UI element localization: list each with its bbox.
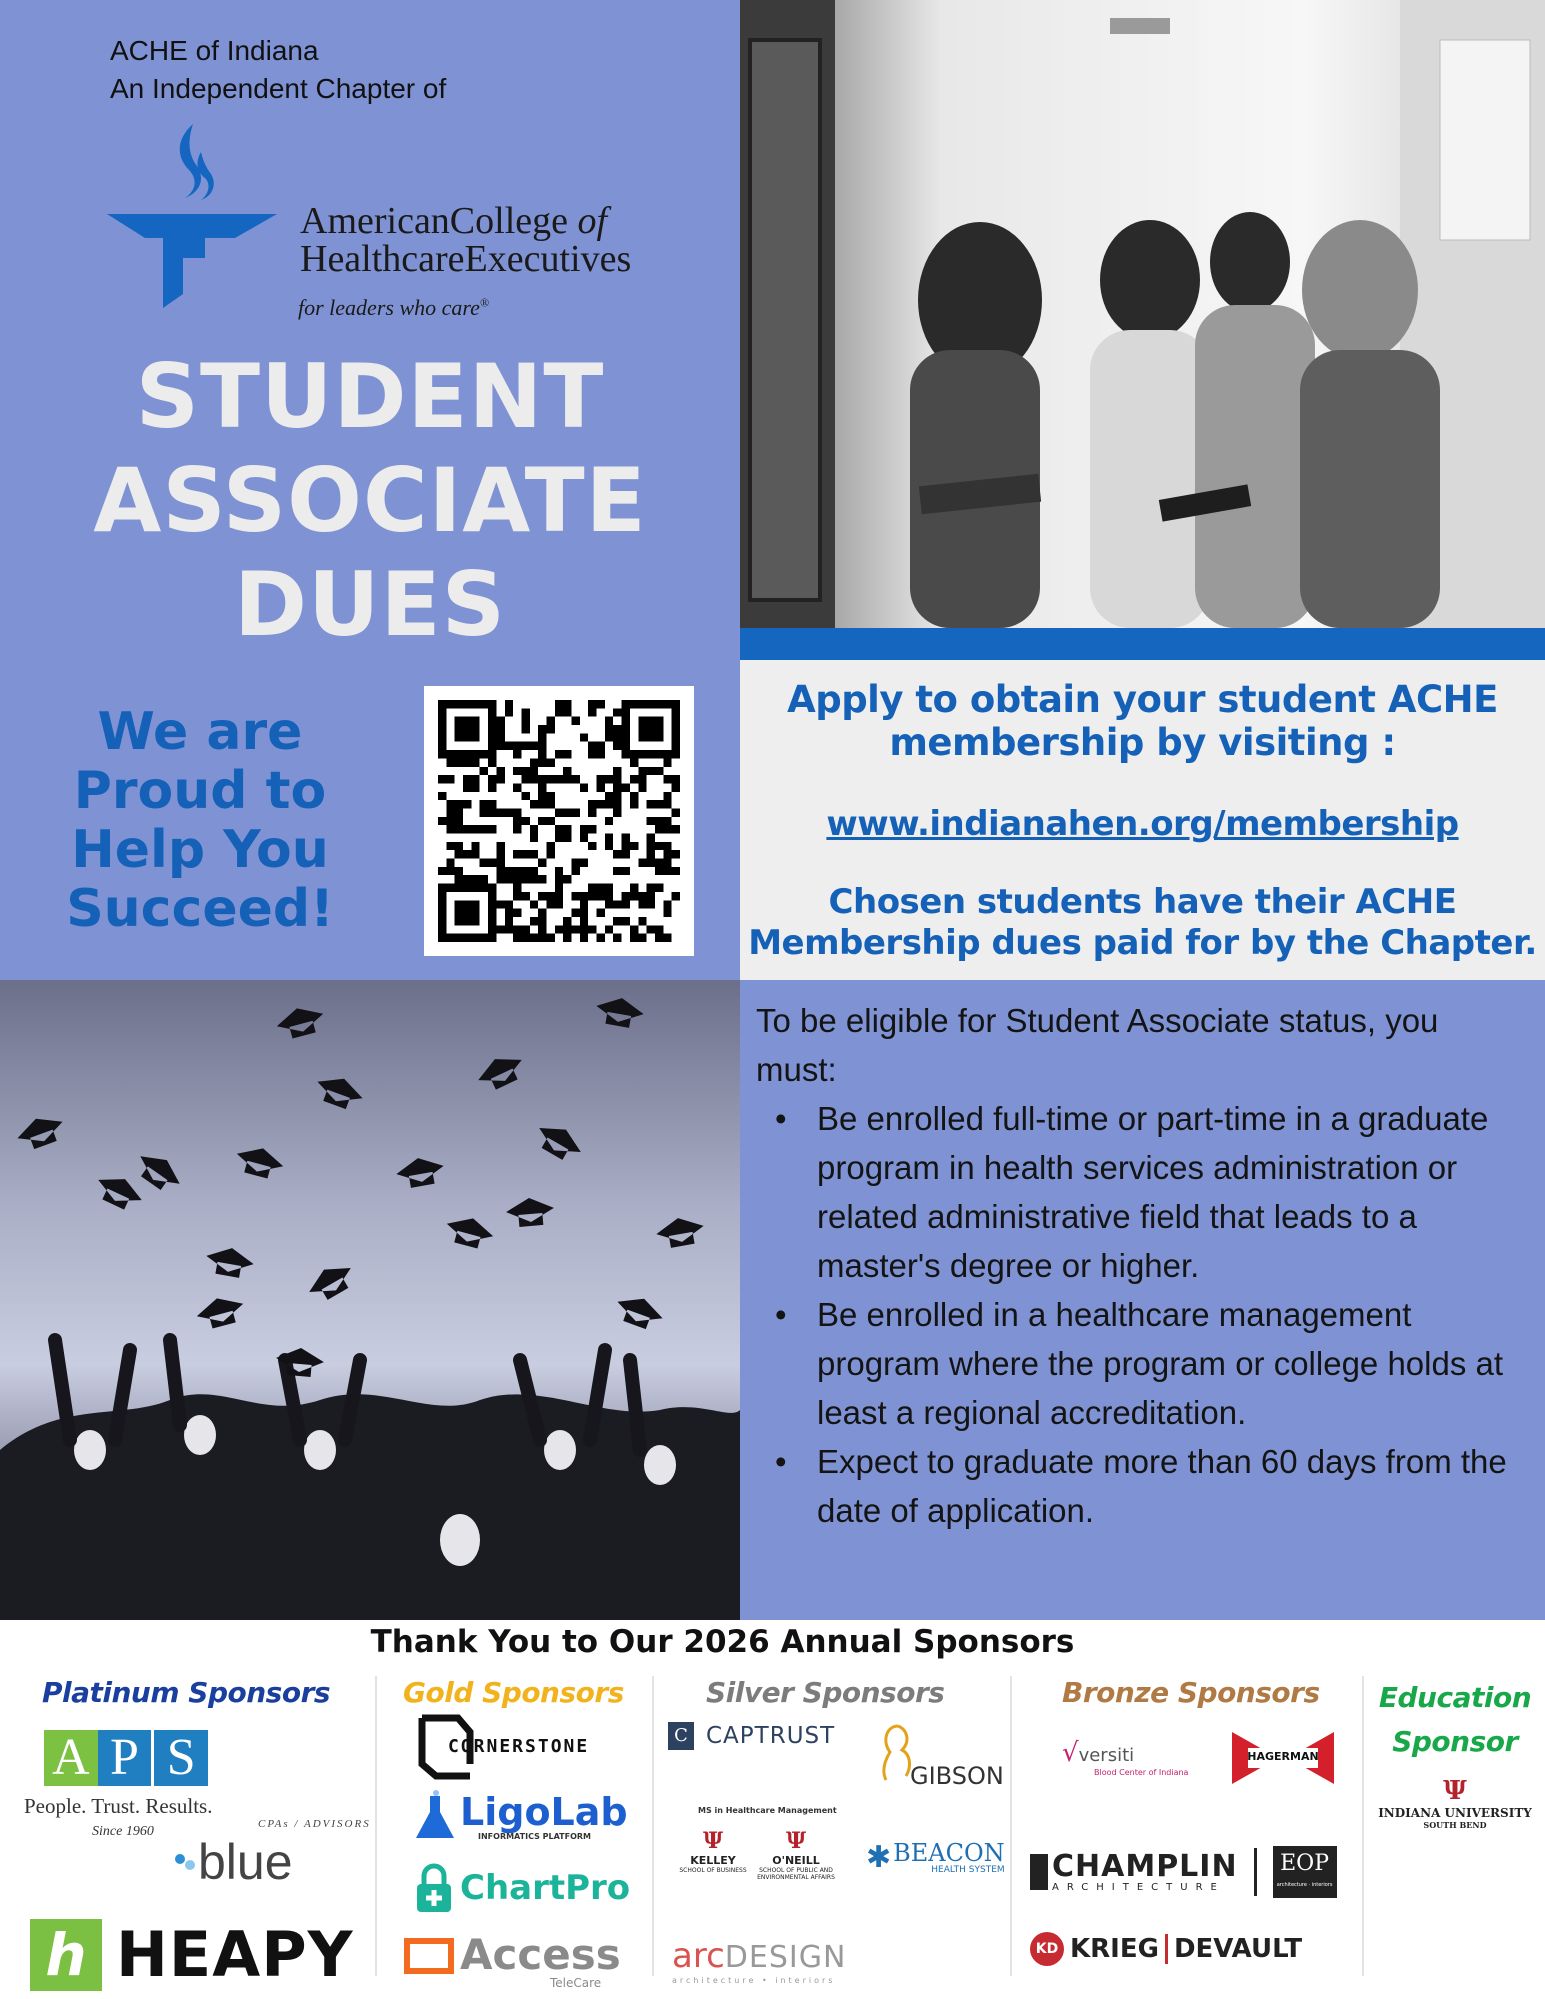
- access-logo: [404, 1932, 624, 1988]
- eop-logo-text: EOP: [1280, 1851, 1330, 1876]
- proud-line-4: Succeed!: [66, 879, 334, 939]
- iu-trident-icon: Ψ: [1443, 1776, 1467, 1806]
- arc-sub: architecture • interiors: [672, 1976, 836, 1985]
- chosen-students-note: [740, 882, 1545, 964]
- versiti-logo: [1062, 1738, 1188, 1777]
- krieg-devault-logo: [1030, 1932, 1302, 1966]
- kd-mark-icon: KD: [1030, 1932, 1064, 1966]
- title-line-3: DUES: [234, 553, 506, 656]
- sponsor-divider: [1010, 1676, 1012, 1976]
- sponsors-title: Thank You to Our 2026 Annual Sponsors: [370, 1624, 1075, 1660]
- education-heading: [1370, 1676, 1540, 1764]
- accent-stripe: [740, 628, 1545, 660]
- ache-wordmark-line-2: HealthcareExecutives: [300, 238, 632, 280]
- ache-torch-logo-icon: [105, 118, 280, 308]
- kelley-sub: SCHOOL OF BUSINESS: [679, 1867, 747, 1874]
- ache-tagline-text: for leaders who care: [298, 295, 480, 320]
- hagerman-logo: [1228, 1730, 1338, 1786]
- graduation-cap: [505, 1196, 555, 1228]
- beacon-sub: HEALTH SYSTEM: [931, 1864, 1005, 1875]
- gibson-logo: [876, 1722, 1004, 1794]
- graduation-cap: [531, 1118, 587, 1166]
- graduation-cap: [312, 1071, 367, 1114]
- silver-heading: Silver Sponsors: [706, 1676, 945, 1709]
- graduation-cap: [233, 1142, 287, 1181]
- graduation-photo-image: [0, 980, 740, 1620]
- graduation-cap: [91, 1169, 146, 1215]
- oneill-sub: SCHOOL OF PUBLIC AND ENVIRONMENTAL AFFAIRS: [757, 1867, 835, 1881]
- qr-code[interactable]: [424, 686, 694, 956]
- graduation-cap: [204, 1244, 256, 1280]
- graduation-cap: [473, 1049, 528, 1095]
- page-title: [0, 345, 740, 657]
- title-line-2: ASSOCIATE: [93, 449, 647, 552]
- education-heading-line-2: Sponsor: [1392, 1725, 1518, 1758]
- krieg-logo-text: KRIEG: [1070, 1934, 1159, 1964]
- access-logo-text: Access: [460, 1930, 621, 1979]
- sponsor-divider: [652, 1676, 654, 1976]
- proud-message: [40, 703, 360, 939]
- heapy-mark: h: [30, 1919, 102, 1991]
- champlin-logo: [1030, 1846, 1337, 1898]
- ache-wordmark-line-1: AmericanCollege: [300, 200, 569, 242]
- cornerstone-logo-text: CORNERSTONE: [448, 1736, 590, 1757]
- chosen-line-1: Chosen students have their ACHE: [828, 882, 1457, 922]
- ligolab-logo-text: LigoLab: [460, 1789, 628, 1834]
- education-heading-line-1: Education: [1378, 1681, 1532, 1714]
- beacon-logo-text: BEACON: [893, 1838, 1005, 1867]
- eligibility-list: [817, 1094, 1517, 1535]
- apply-heading-line-2: membership by visiting :: [889, 721, 1396, 764]
- apply-heading: [740, 678, 1545, 764]
- ache-wordmark: [300, 202, 631, 278]
- flask-icon: [414, 1790, 456, 1842]
- title-line-1: STUDENT: [135, 345, 605, 448]
- gold-heading: Gold Sponsors: [403, 1676, 624, 1709]
- arc-design-text: DESIGN: [724, 1940, 847, 1975]
- graduation-cap: [394, 1154, 446, 1190]
- iu-line-1: INDIANA UNIVERSITY: [1378, 1806, 1532, 1820]
- versiti-logo-text: versiti: [1078, 1745, 1135, 1766]
- platinum-heading: Platinum Sponsors: [42, 1676, 331, 1709]
- ligolab-sub: INFORMATICS PLATFORM: [478, 1831, 592, 1841]
- lock-icon: [414, 1862, 454, 1914]
- blue-logo: [172, 1836, 293, 1888]
- eligibility-item: • Be enrolled in a healthcare management program where the program or college holds at least a regional accreditation.: [817, 1290, 1517, 1437]
- bronze-heading: Bronze Sponsors: [1062, 1676, 1320, 1709]
- iu-trident-icon: Ψ: [702, 1828, 724, 1854]
- versiti-mark-icon: √: [1062, 1738, 1079, 1768]
- aps-logo-p: P: [98, 1730, 152, 1786]
- membership-link[interactable]: www.indianahen.org/membership: [826, 804, 1459, 844]
- kd-separator: [1165, 1934, 1168, 1964]
- graduation-cap: [612, 1291, 667, 1334]
- blue-logo-text: blue: [198, 1834, 293, 1890]
- apply-panel: [740, 660, 1545, 980]
- apply-heading-line-1: Apply to obtain your student ACHE: [787, 678, 1498, 721]
- qr-code-icon: [438, 700, 680, 942]
- access-sub: TeleCare: [550, 1976, 602, 1990]
- chartpro-logo: [414, 1862, 630, 1914]
- graduation-cap: [274, 1002, 328, 1041]
- ache-tagline: [298, 295, 489, 321]
- aps-logo-a: A: [44, 1730, 98, 1786]
- graduation-cap: [594, 994, 646, 1030]
- eligibility-panel: [740, 980, 1545, 1620]
- chartpro-logo-text: ChartPro: [460, 1868, 631, 1908]
- aps-tagline: People. Trust. Results.: [24, 1794, 213, 1818]
- registered-mark: ®: [479, 295, 490, 310]
- ache-wordmark-of: of: [577, 200, 608, 242]
- captrust-mark: C: [668, 1722, 694, 1750]
- kelley-logo-text: KELLEY: [690, 1854, 736, 1867]
- graduation-cap: [654, 1214, 706, 1250]
- versiti-sub: Blood Center of Indiana: [1094, 1768, 1189, 1777]
- proud-line-1: We are: [97, 702, 303, 762]
- oneill-logo-text: O'NEILL: [772, 1854, 820, 1867]
- hagerman-logo-text: HAGERMAN: [1247, 1750, 1319, 1763]
- access-mark-icon: [404, 1938, 454, 1974]
- proud-line-2: Proud to: [73, 761, 327, 821]
- ms-healthcare-label: MS in Healthcare Management: [698, 1806, 837, 1815]
- sponsor-divider: [375, 1676, 377, 1976]
- proud-line-3: Help You: [71, 820, 329, 880]
- heapy-logo-text: HEAPY: [116, 1918, 354, 1991]
- aps-cpas: CPAs / ADVISORS: [258, 1818, 371, 1830]
- arc-logo-text: arc: [672, 1936, 725, 1976]
- beacon-logo: [866, 1840, 1005, 1875]
- graduation-photo: [0, 980, 740, 1620]
- aps-logo: [44, 1730, 208, 1786]
- captrust-logo: [668, 1722, 835, 1750]
- gibson-logo-text: GIBSON: [910, 1762, 1004, 1790]
- chosen-line-2: Membership dues paid for by the Chapter.: [748, 923, 1537, 963]
- sponsor-divider: [1362, 1676, 1364, 1976]
- champlin-mark-icon: [1030, 1854, 1048, 1890]
- chapter-label: [110, 32, 446, 108]
- champlin-logo-text: CHAMPLIN: [1052, 1848, 1238, 1884]
- chapter-line-2: An Independent Chapter of: [110, 73, 447, 104]
- oneill-logo: [752, 1828, 840, 1881]
- kelley-logo: [672, 1828, 754, 1874]
- aps-since: Since 1960: [92, 1824, 154, 1839]
- captrust-logo-text: CAPTRUST: [706, 1723, 836, 1749]
- iu-line-2: SOUTH BEND: [1423, 1820, 1487, 1830]
- blue-mark-icon: [172, 1851, 198, 1873]
- graduation-cap: [13, 1111, 68, 1154]
- students-photo-image: [740, 0, 1545, 628]
- ligolab-logo: [414, 1790, 628, 1842]
- eop-sub: architecture · interiors: [1276, 1882, 1333, 1888]
- heapy-logo: [30, 1918, 354, 1991]
- graduation-cap: [443, 1212, 497, 1251]
- graduation-cap: [131, 1146, 186, 1196]
- eligibility-intro: To be eligible for Student Associate status, you must:: [756, 1002, 1439, 1088]
- eop-logo: [1273, 1846, 1337, 1898]
- students-photo: [740, 0, 1545, 628]
- cornerstone-logo: [418, 1714, 618, 1780]
- eligibility-item: • Expect to graduate more than 60 days from the date of application.: [817, 1437, 1517, 1535]
- aps-logo-s: S: [151, 1730, 208, 1786]
- graduation-cap: [303, 1258, 359, 1306]
- graduation-cap: [194, 1292, 248, 1331]
- champlin-sub: ARCHITECTURE: [1052, 1881, 1225, 1893]
- devault-logo-text: DEVAULT: [1173, 1934, 1303, 1964]
- logo-separator: [1254, 1848, 1257, 1896]
- iu-south-bend-logo: [1370, 1776, 1540, 1830]
- beacon-star-icon: ✱: [866, 1841, 892, 1874]
- arc-design-logo: [672, 1936, 846, 1985]
- chapter-line-1: ACHE of Indiana: [110, 35, 319, 66]
- iu-trident-icon: Ψ: [785, 1828, 807, 1854]
- eligibility-item: • Be enrolled full-time or part-time in a graduate program in health services administration or related administrative field that leads to a master's degree or higher.: [817, 1094, 1517, 1290]
